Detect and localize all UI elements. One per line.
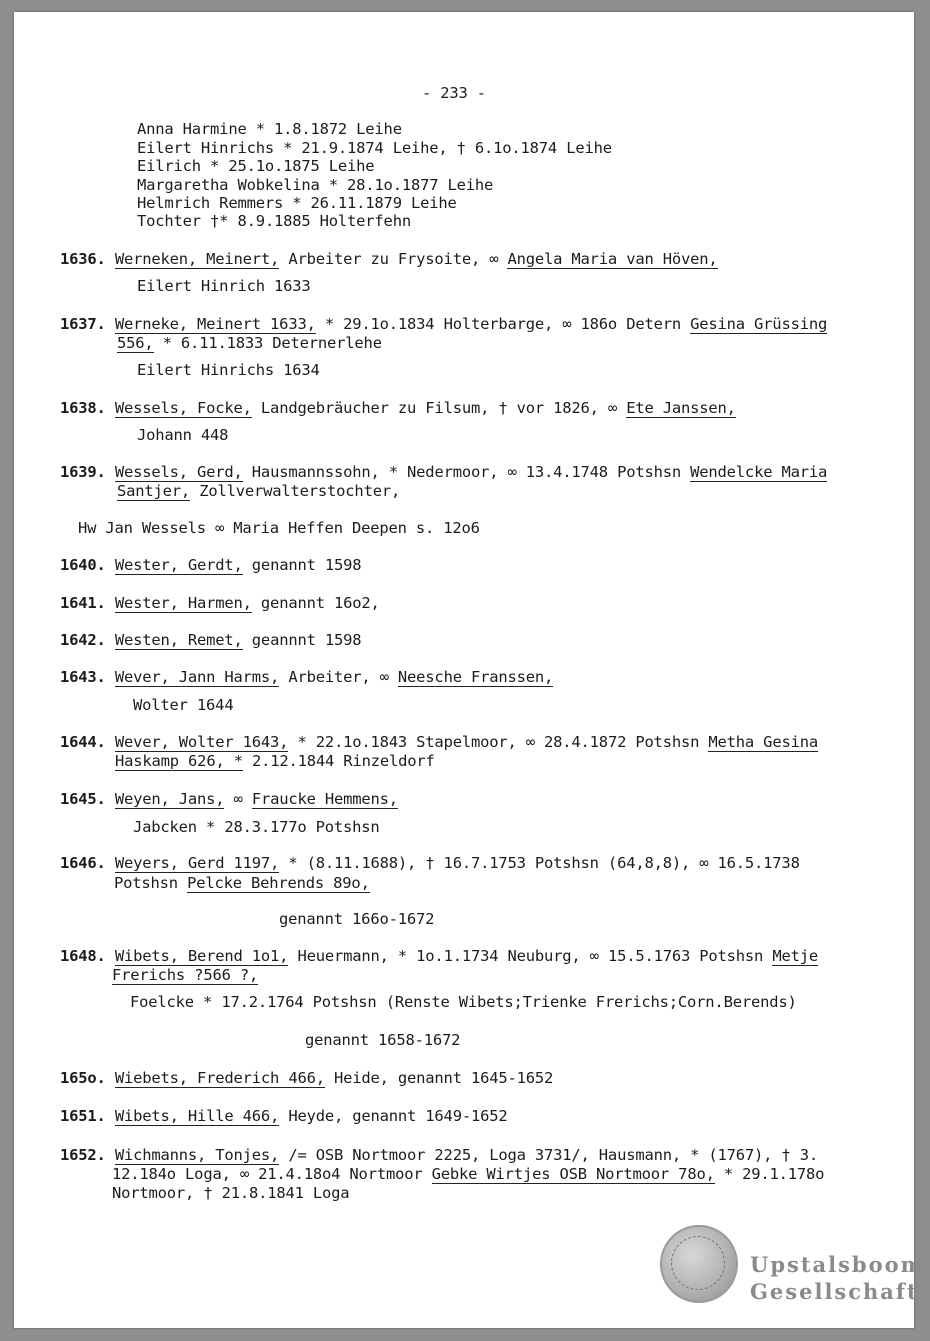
entry-1639 xyxy=(60,463,827,482)
entry-text: Hausmannssohn, * Nedermoor, ∞ 13.4.1748 Potshsn xyxy=(242,463,691,481)
child-line: Wolter 1644 xyxy=(133,696,234,714)
person-name: Wibets, Hille 466, xyxy=(114,1107,280,1125)
person-name: Weyers, Gerd 1197, xyxy=(114,854,280,872)
spouse-name-cont: Frerichs ?566 ?, xyxy=(112,966,259,984)
entry-continuation: Nortmoor, † 21.8.1841 Loga xyxy=(112,1184,350,1202)
spouse-name: Fraucke Hemmens, xyxy=(251,790,398,808)
spouse-name: Angela Maria van Höven, xyxy=(507,250,718,268)
entry-text: Heyde, genannt 1649-1652 xyxy=(279,1107,508,1125)
entry-text: * 6.11.1833 Deternerlehe xyxy=(153,334,382,352)
person-name: Wessels, Gerd, xyxy=(114,463,243,481)
entry-text: 2.12.1844 Rinzeldorf xyxy=(242,752,435,770)
entry-text: Arbeiter, ∞ xyxy=(279,668,398,686)
person-name: Wester, Harmen, xyxy=(114,594,252,612)
entry-text: /= OSB Nortmoor 2225, Loga 3731/, Hausmann, * (1767), † 3. xyxy=(279,1146,818,1164)
child-line: Eilert Hinrichs * 21.9.1874 Leihe, † 6.1o.1874 Leihe xyxy=(137,139,612,157)
entry-1650 xyxy=(60,1069,553,1088)
person-name: Wichmanns, Tonjes, xyxy=(114,1146,280,1164)
entry-text: * 22.1o.1843 Stapelmoor, ∞ 28.4.1872 Potshsn xyxy=(288,733,709,751)
entry-1648 xyxy=(60,947,818,966)
spouse-name: Gebke Wirtjes OSB Nortmoor 78o, xyxy=(431,1165,715,1183)
entry-1651 xyxy=(60,1107,507,1126)
entry-1642 xyxy=(60,631,361,650)
entry-number: 165o. xyxy=(60,1069,106,1087)
person-name: Wester, Gerdt, xyxy=(114,556,243,574)
entry-text: ∞ xyxy=(224,790,252,808)
person-name: Wiebets, Frederich 466, xyxy=(114,1069,325,1087)
entry-number: 1642. xyxy=(60,631,106,649)
entry-1646 xyxy=(60,854,800,873)
spouse-name: Gesina Grüssing xyxy=(690,315,828,333)
entry-number: 1652. xyxy=(60,1146,106,1164)
entry-continuation xyxy=(112,966,258,985)
entry-number: 1651. xyxy=(60,1107,106,1125)
entry-1641 xyxy=(60,594,380,613)
person-name: Wibets, Berend 1o1, xyxy=(114,947,289,965)
spouse-name: Neesche Franssen, xyxy=(397,668,554,686)
entry-text: Arbeiter zu Frysoite, ∞ xyxy=(279,250,508,268)
spouse-name: Wendelcke Maria xyxy=(690,463,828,481)
person-name: Werneke, Meinert 1633, xyxy=(114,315,316,333)
entry-1645 xyxy=(60,790,398,809)
spouse-name-cont: Haskamp 626, * xyxy=(115,752,243,770)
page-number: - 233 - xyxy=(422,84,486,102)
genannt-line: genannt 1658-1672 xyxy=(305,1031,461,1049)
entry-1652 xyxy=(60,1146,818,1165)
child-line: Foelcke * 17.2.1764 Potshsn (Renste Wibets;Trienke Frerichs;Corn.Berends) xyxy=(130,993,797,1011)
spouse-name-cont: Santjer, xyxy=(117,482,191,500)
entry-number: 1646. xyxy=(60,854,106,872)
child-line: Helmrich Remmers * 26.11.1879 Leihe xyxy=(137,194,457,212)
entry-number: 1641. xyxy=(60,594,106,612)
person-name: Westen, Remet, xyxy=(114,631,243,649)
genannt-line: genannt 166o-1672 xyxy=(279,910,435,928)
document-page xyxy=(14,12,925,1328)
entry-number: 1648. xyxy=(60,947,106,965)
entry-continuation xyxy=(112,1165,824,1184)
entry-continuation xyxy=(114,874,370,893)
entry-number: 1644. xyxy=(60,733,106,751)
entry-number: 1639. xyxy=(60,463,106,481)
child-line: Johann 448 xyxy=(137,426,229,444)
entry-text: Heuermann, * 1o.1.1734 Neuburg, ∞ 15.5.1763 Potshsn xyxy=(288,947,773,965)
spouse-name: Metha Gesina xyxy=(708,733,818,751)
entry-number: 1640. xyxy=(60,556,106,574)
entry-text: 12.184o Loga, ∞ 21.4.18o4 Nortmoor xyxy=(112,1165,432,1183)
entry-text: * (8.11.1688), † 16.7.1753 Potshsn (64,8,8), ∞ 16.5.1738 xyxy=(279,854,800,872)
entry-text: geannnt 1598 xyxy=(242,631,362,649)
entry-text: genannt 16o2, xyxy=(251,594,380,612)
child-line: Eilrich * 25.1o.1875 Leihe xyxy=(137,157,375,175)
logo-line2: Gesellschaft xyxy=(750,1279,919,1304)
person-name: Weyen, Jans, xyxy=(114,790,225,808)
entry-1636 xyxy=(60,250,718,269)
child-line: Eilert Hinrichs 1634 xyxy=(137,361,320,379)
child-line: Anna Harmine * 1.8.1872 Leihe xyxy=(137,120,402,138)
entry-text: genannt 1598 xyxy=(242,556,362,574)
entry-1644 xyxy=(60,733,818,752)
person-name: Wever, Wolter 1643, xyxy=(114,733,289,751)
entry-text: Heide, genannt 1645-1652 xyxy=(324,1069,554,1087)
entry-1637 xyxy=(60,315,827,334)
entry-number: 1638. xyxy=(60,399,106,417)
entry-1643 xyxy=(60,668,553,687)
spouse-name: Metje xyxy=(772,947,818,965)
entry-number: 1636. xyxy=(60,250,106,268)
entry-number: 1643. xyxy=(60,668,106,686)
entry-1638 xyxy=(60,399,736,418)
person-name: Wessels, Focke, xyxy=(114,399,252,417)
person-name: Werneken, Meinert, xyxy=(114,250,280,268)
entry-text: * 29.1o.1834 Holterbarge, ∞ 186o Detern xyxy=(315,315,691,333)
entry-number: 1645. xyxy=(60,790,106,808)
child-line: Margaretha Wobkelina * 28.1o.1877 Leihe xyxy=(137,176,494,194)
child-line: Tochter †* 8.9.1885 Holterfehn xyxy=(137,212,411,230)
entry-text: Zollverwalterstochter, xyxy=(190,482,401,500)
child-line: Jabcken * 28.3.177o Potshsn xyxy=(133,818,380,836)
society-seal-icon xyxy=(660,1225,738,1303)
person-name: Wever, Jann Harms, xyxy=(114,668,280,686)
seal-ring xyxy=(671,1236,725,1290)
entry-text: * 29.1.178o xyxy=(714,1165,825,1183)
spouse-name-cont: 556, xyxy=(117,334,154,352)
entry-continuation xyxy=(117,482,400,501)
entry-continuation xyxy=(115,752,435,771)
entry-text: Landgebräucher zu Filsum, † vor 1826, ∞ xyxy=(251,399,627,417)
entry-text: Potshsn xyxy=(114,874,188,892)
child-line: Eilert Hinrich 1633 xyxy=(137,277,311,295)
hw-line: Hw Jan Wessels ∞ Maria Heffen Deepen s. 12o6 xyxy=(78,519,480,537)
entry-1640 xyxy=(60,556,361,575)
entry-number: 1637. xyxy=(60,315,106,333)
spouse-name: Pelcke Behrends 89o, xyxy=(187,874,370,892)
entry-continuation xyxy=(117,334,382,353)
logo-line1: Upstalsboom xyxy=(750,1252,925,1277)
spouse-name: Ete Janssen, xyxy=(626,399,736,417)
